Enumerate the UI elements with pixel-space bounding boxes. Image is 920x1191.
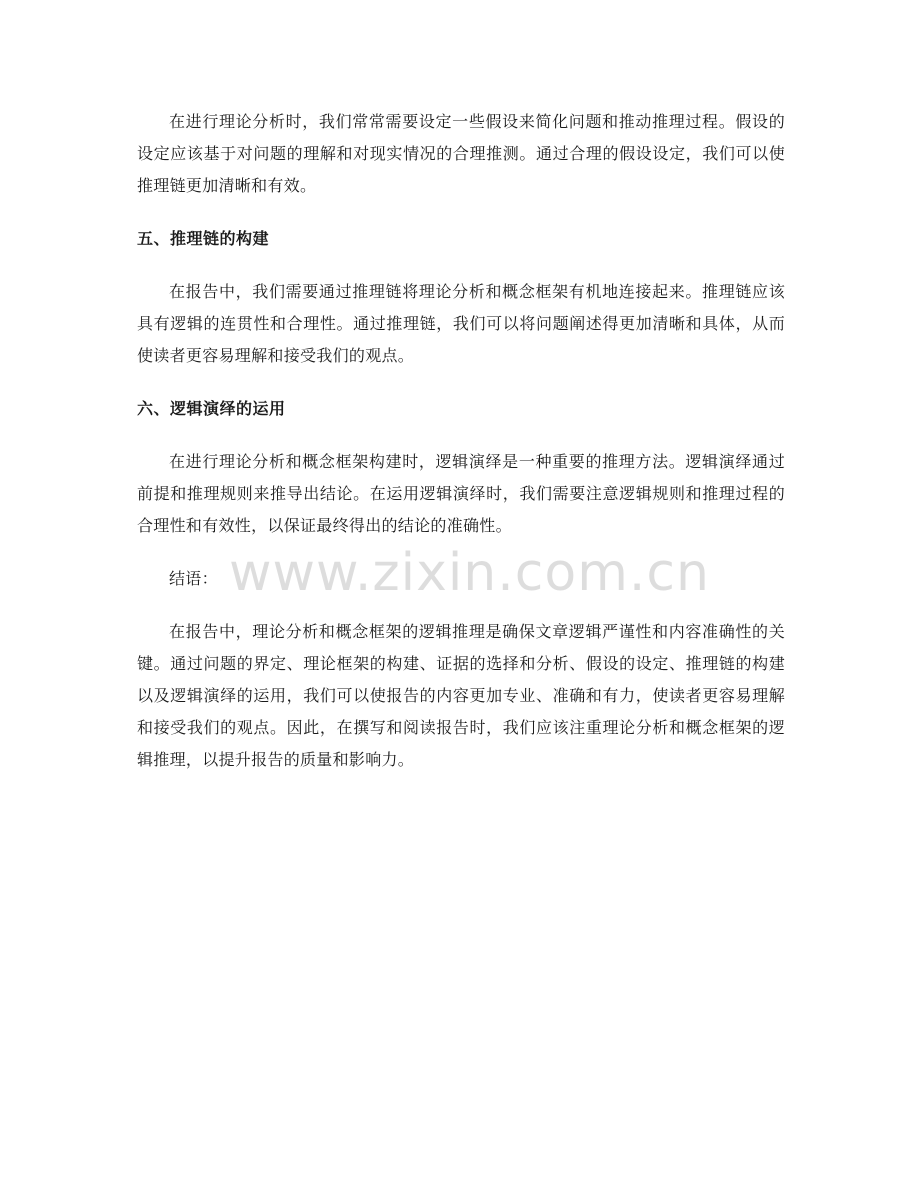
paragraph-logical-deduction: 在进行理论分析和概念框架构建时，逻辑演绎是一种重要的推理方法。逻辑演绎通过前提和推理规则来推导出结论。在运用逻辑演绎时，我们需要注意逻辑规则和推理过程的合理性和有效性，以保证最终得出的结论的准确性。 — [137, 452, 785, 535]
conclusion-label: 结语： — [169, 569, 218, 588]
watermark-text: www.zixin.com.cn — [229, 543, 710, 603]
document-body — [137, 106, 785, 776]
section-heading-6: 六、逻辑演绎的运用 — [137, 399, 286, 418]
section-heading-5: 五、推理链的构建 — [137, 229, 270, 248]
paragraph-reasoning-chain: 在报告中，我们需要通过推理链将理论分析和概念框架有机地连接起来。推理链应该具有逻辑的连贯性和合理性。通过推理链，我们可以将问题阐述得更加清晰和具体，从而使读者更容易理解和接受我们的观点。 — [137, 282, 785, 365]
paragraph-conclusion: 在报告中，理论分析和概念框架的逻辑推理是确保文章逻辑严谨性和内容准确性的关键。通过问题的界定、理论框架的构建、证据的选择和分析、假设的设定、推理链的构建以及逻辑演绎的运用，我们可以使报告的内容更加专业、准确和有力，使读者更容易理解和接受我们的观点。因此，在撰写和阅读报告时，我们应该注重理论分析和概念框架的逻辑推理，以提升报告的质量和影响力。 — [137, 622, 785, 769]
paragraph-assumption: 在进行理论分析时，我们常常需要设定一些假设来简化问题和推动推理过程。假设的设定应该基于对问题的理解和对现实情况的合理推测。通过合理的假设设定，我们可以使推理链更加清晰和有效。 — [137, 112, 785, 195]
